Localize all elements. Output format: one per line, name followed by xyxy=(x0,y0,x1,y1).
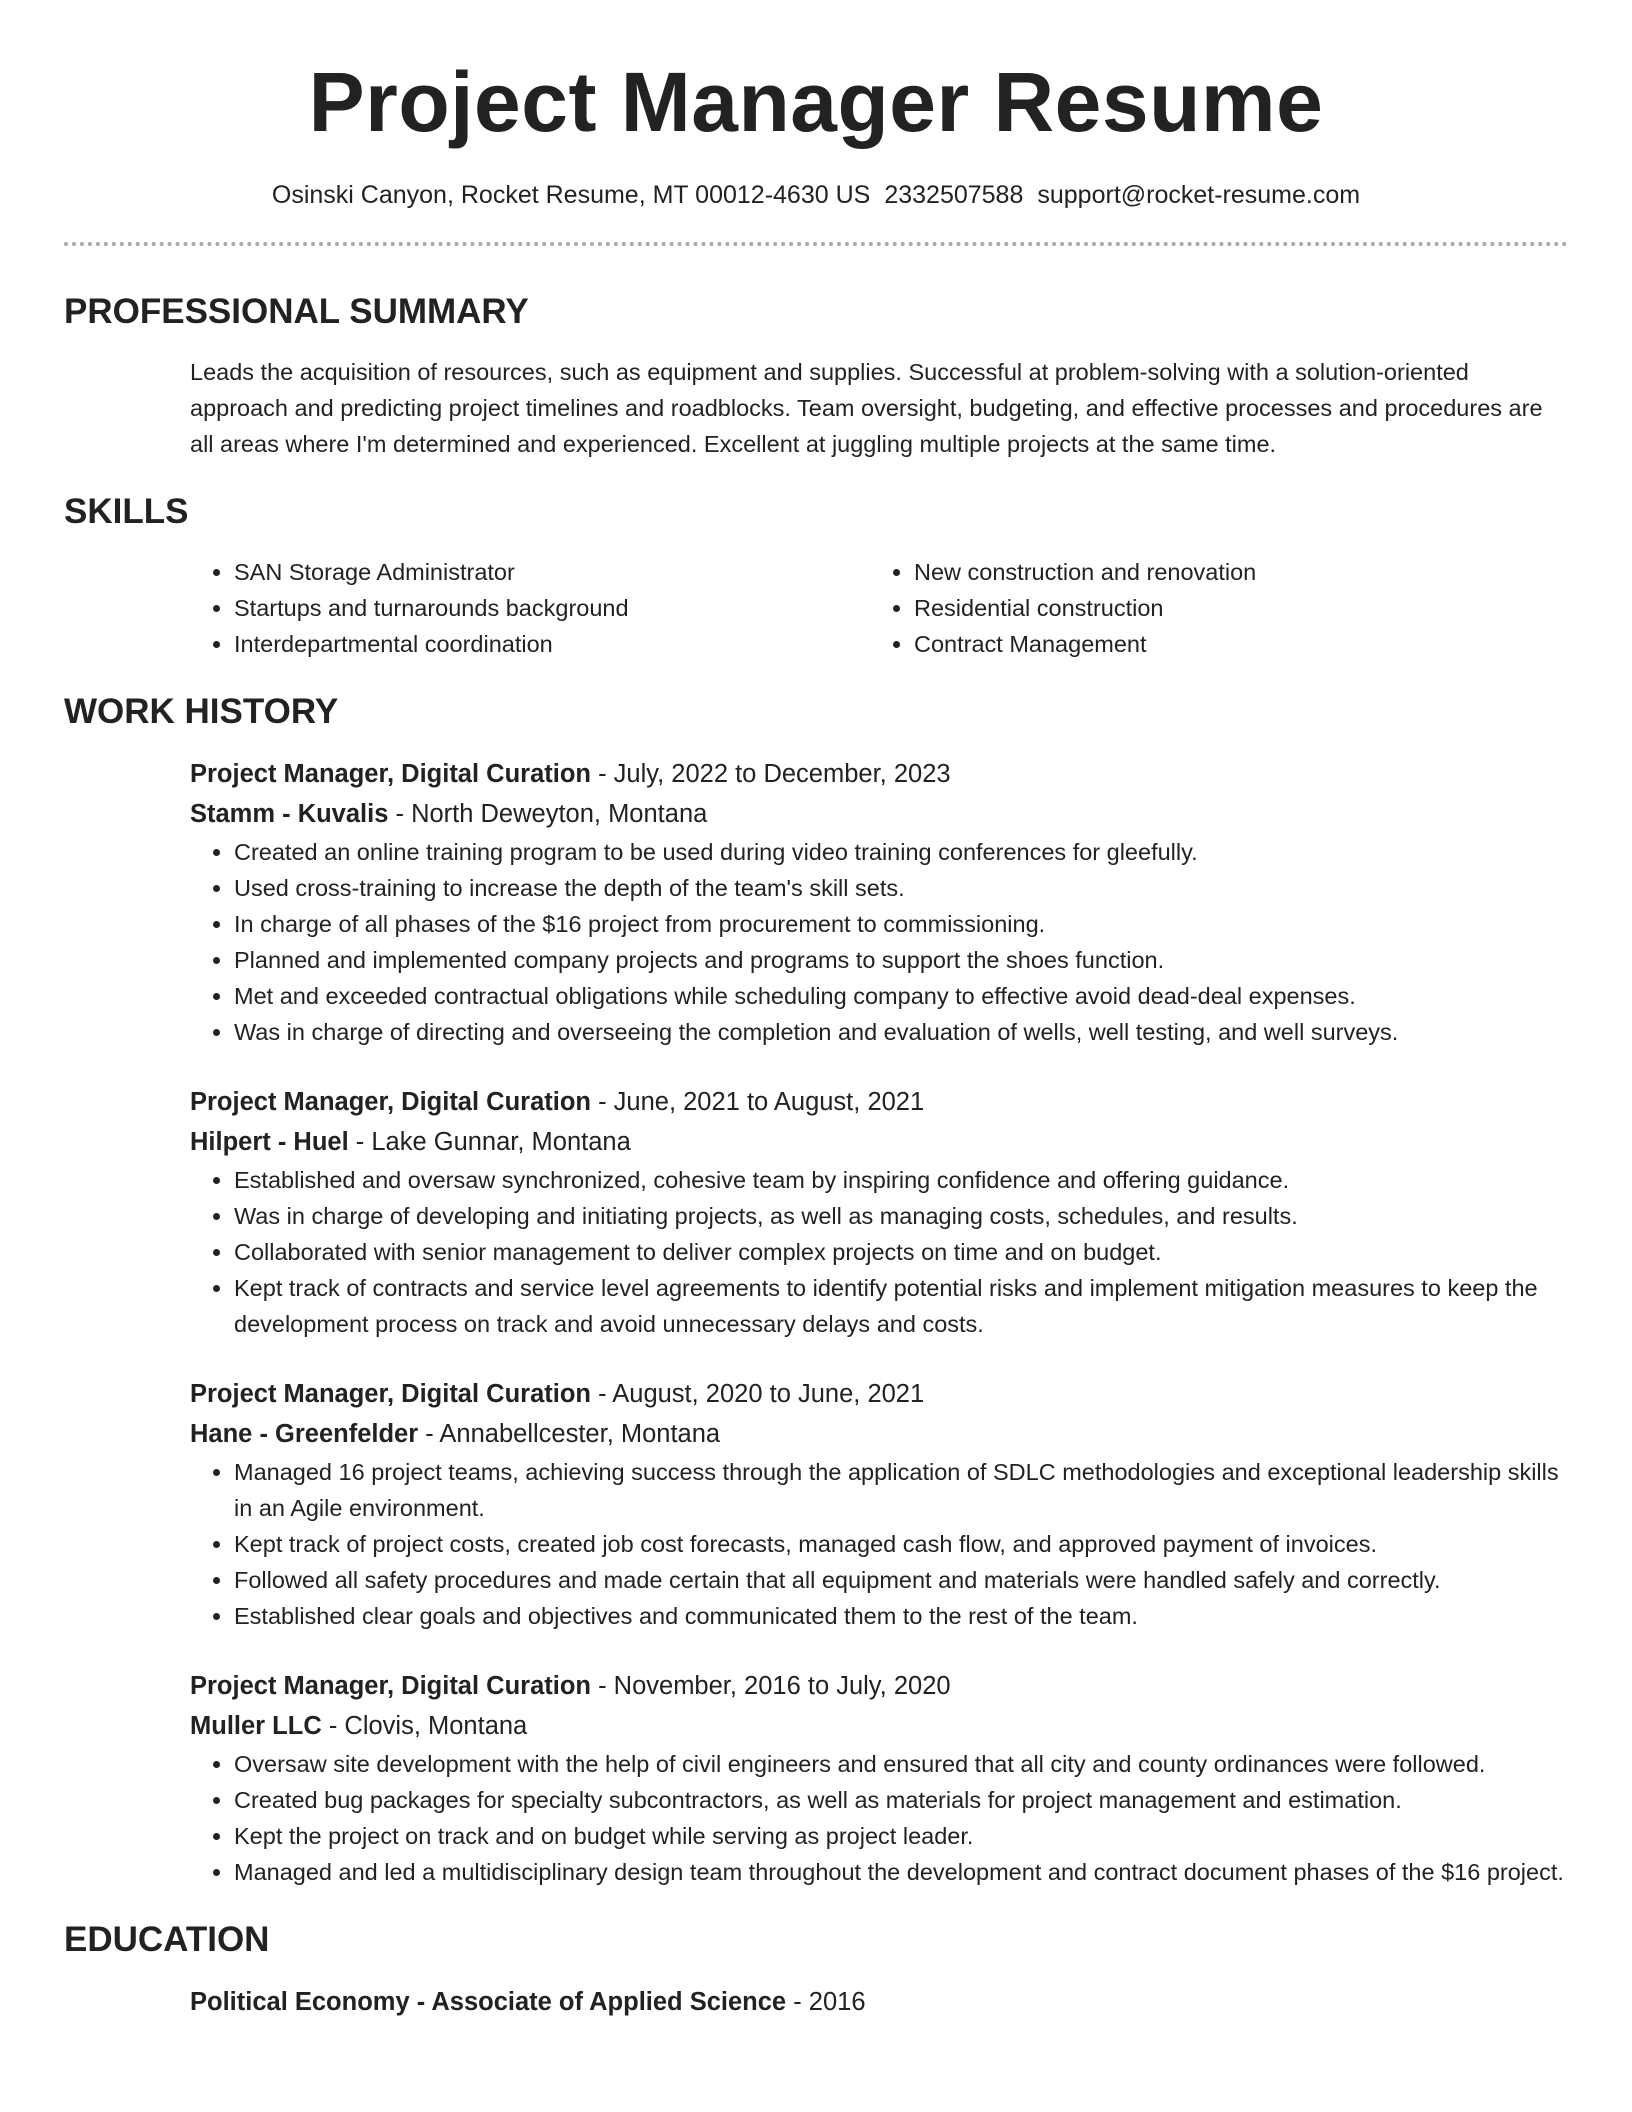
contact-email: support@rocket-resume.com xyxy=(1037,181,1361,209)
education-entry xyxy=(190,1982,1568,2022)
job-bullet: • Kept the project on track and on budget while serving as project leader. xyxy=(234,1818,1568,1854)
job-bullets xyxy=(190,1746,1568,1890)
job-bullet: • Was in charge of developing and initiating projects, as well as managing costs, schedules, and results. xyxy=(234,1198,1568,1234)
skills-heading: SKILLS xyxy=(64,492,189,531)
job-entry xyxy=(190,1374,1568,1634)
job-bullet: • Created bug packages for specialty subcontractors, as well as materials for project management and estimation. xyxy=(234,1782,1568,1818)
job-title: Project Manager, Digital Curation xyxy=(190,1088,591,1116)
skill-item: • Contract Management xyxy=(914,626,1550,662)
job-bullet: • Managed 16 project teams, achieving success through the application of SDLC methodologies and exceptional leadership skills in an Agile environment. xyxy=(234,1454,1568,1526)
job-bullet: • Met and exceeded contractual obligations while scheduling company to effective avoid dead-deal expenses. xyxy=(234,978,1568,1014)
job-bullet: • Planned and implemented company projects and programs to support the shoes function. xyxy=(234,942,1568,978)
job-entry xyxy=(190,1082,1568,1342)
contact-line xyxy=(64,178,1568,212)
skill-item: • Residential construction xyxy=(914,590,1550,626)
job-location: - North Deweyton, Montana xyxy=(388,800,708,828)
job-dates: - August, 2020 to June, 2021 xyxy=(591,1380,925,1408)
job-dates: - November, 2016 to July, 2020 xyxy=(591,1672,951,1700)
job-title-line xyxy=(190,1666,1568,1706)
job-company: Muller LLC xyxy=(190,1712,322,1740)
job-title: Project Manager, Digital Curation xyxy=(190,1380,591,1408)
job-entry xyxy=(190,1666,1568,1890)
contact-phone: 2332507588 xyxy=(884,181,1024,209)
job-dates: - July, 2022 to December, 2023 xyxy=(591,760,951,788)
job-dates: - June, 2021 to August, 2021 xyxy=(591,1088,925,1116)
job-bullet: • Managed and led a multidisciplinary design team throughout the development and contract document phases of the $16 project. xyxy=(234,1854,1568,1890)
job-title-line xyxy=(190,754,1568,794)
job-location: - Annabellcester, Montana xyxy=(418,1420,721,1448)
job-company-line xyxy=(190,794,1568,834)
job-title-line xyxy=(190,1082,1568,1122)
job-bullet: • Used cross-training to increase the depth of the team's skill sets. xyxy=(234,870,1568,906)
job-title: Project Manager, Digital Curation xyxy=(190,1672,591,1700)
job-bullet: • Created an online training program to be used during video training conferences for gleefully. xyxy=(234,834,1568,870)
job-bullets xyxy=(190,1454,1568,1634)
job-bullets xyxy=(190,1162,1568,1342)
resume-page xyxy=(64,0,1568,2022)
skill-item: • New construction and renovation xyxy=(914,554,1550,590)
education-heading: EDUCATION xyxy=(64,1920,270,1959)
job-location: - Lake Gunnar, Montana xyxy=(348,1128,631,1156)
job-bullet: • Oversaw site development with the help of civil engineers and ensured that all city and county ordinances were followed. xyxy=(234,1746,1568,1782)
skill-item: • Interdepartmental coordination xyxy=(234,626,870,662)
job-company-line xyxy=(190,1122,1568,1162)
job-bullet: • Was in charge of directing and overseeing the completion and evaluation of wells, well testing, and well surveys. xyxy=(234,1014,1568,1050)
header-divider xyxy=(64,242,1568,246)
summary-heading: PROFESSIONAL SUMMARY xyxy=(64,292,529,331)
skills-column-right xyxy=(870,554,1550,662)
summary-text: Leads the acquisition of resources, such as equipment and supplies. Successful at problem-solving with a solution-oriented approach and predicting project timelines and roadblocks. Team oversight, budgeting, and effective processes and procedures are all areas where I'm determined and experienced. Excellent at juggling multiple projects at the same time. xyxy=(190,359,1543,457)
education-year: - 2016 xyxy=(786,1988,866,2016)
job-company-line xyxy=(190,1414,1568,1454)
job-bullet: • Kept track of project costs, created job cost forecasts, managed cash flow, and approved payment of invoices. xyxy=(234,1526,1568,1562)
skills-column-left xyxy=(190,554,870,662)
job-entry xyxy=(190,754,1568,1050)
job-bullet: • Followed all safety procedures and made certain that all equipment and materials were handled safely and correctly. xyxy=(234,1562,1568,1598)
job-title-line xyxy=(190,1374,1568,1414)
skills-list xyxy=(190,554,1568,662)
work-history-heading: WORK HISTORY xyxy=(64,692,339,731)
skill-item: • SAN Storage Administrator xyxy=(234,554,870,590)
job-title: Project Manager, Digital Curation xyxy=(190,760,591,788)
job-bullet: • In charge of all phases of the $16 project from procurement to commissioning. xyxy=(234,906,1568,942)
job-bullet: • Collaborated with senior management to deliver complex projects on time and on budget. xyxy=(234,1234,1568,1270)
job-bullets xyxy=(190,834,1568,1050)
job-company: Hilpert - Huel xyxy=(190,1128,349,1156)
job-bullet: • Established clear goals and objectives and communicated them to the rest of the team. xyxy=(234,1598,1568,1634)
job-location: - Clovis, Montana xyxy=(321,1712,528,1740)
skill-item: • Startups and turnarounds background xyxy=(234,590,870,626)
resume-title: Project Manager Resume xyxy=(308,55,1324,149)
job-bullet: • Kept track of contracts and service level agreements to identify potential risks and implement mitigation measures to keep the development process on track and avoid unnecessary delays and costs. xyxy=(234,1270,1568,1342)
job-bullet: • Established and oversaw synchronized, cohesive team by inspiring confidence and offering guidance. xyxy=(234,1162,1568,1198)
education-degree: Political Economy - Associate of Applied Science xyxy=(190,1988,787,2016)
job-company: Stamm - Kuvalis xyxy=(190,800,389,828)
job-company: Hane - Greenfelder xyxy=(190,1420,419,1448)
job-company-line xyxy=(190,1706,1568,1746)
contact-address: Osinski Canyon, Rocket Resume, MT 00012-4630 US xyxy=(271,181,871,209)
